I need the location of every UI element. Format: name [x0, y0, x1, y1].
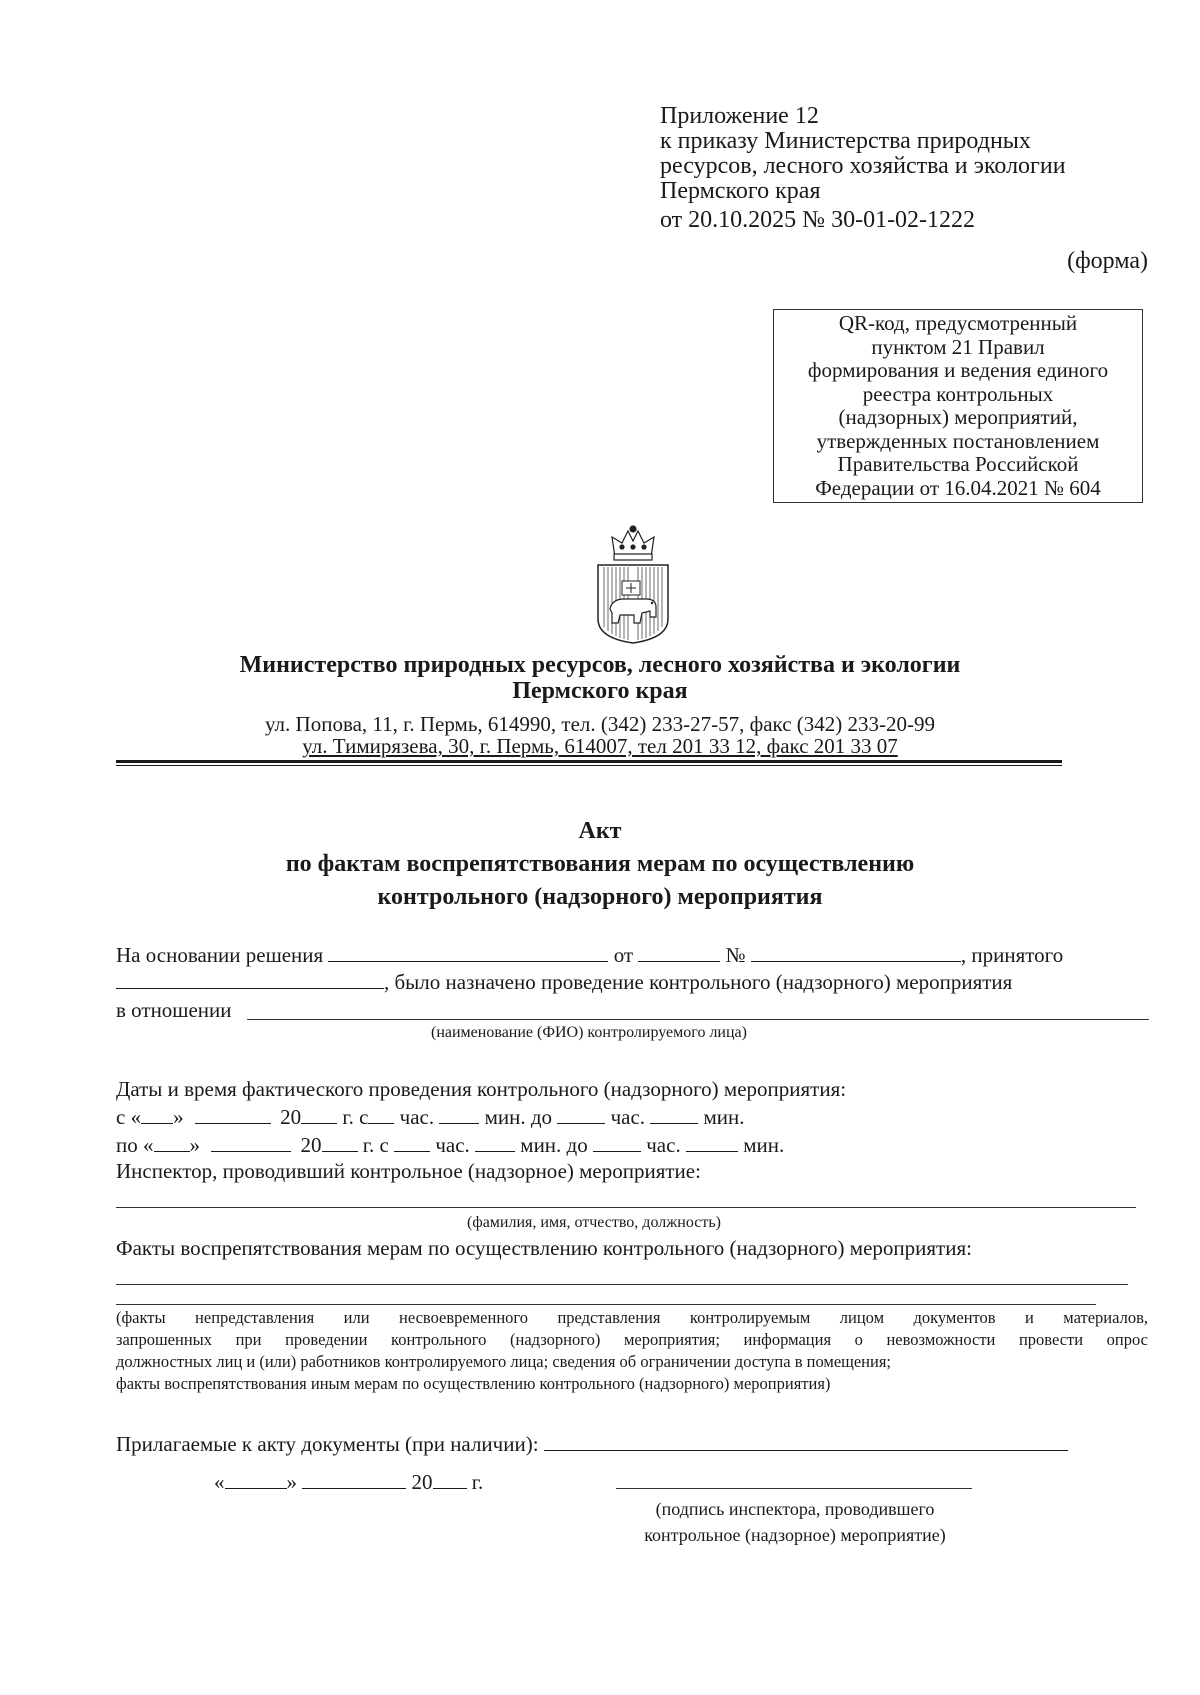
sign-year-suffix: г. — [471, 1470, 484, 1494]
to-month-field[interactable] — [211, 1133, 291, 1152]
header-divider-thin — [116, 765, 1062, 766]
document-title — [0, 815, 1200, 914]
to-until-hour-field[interactable] — [593, 1133, 641, 1152]
facts-note — [116, 1307, 1148, 1395]
facts-note-line: факты воспрепятствования иным мерам по осуществлению контрольного (надзорного) мероприятия) — [116, 1374, 831, 1393]
year-suffix: г. с — [362, 1133, 389, 1157]
qr-box-line: Федерации от 16.04.2021 № 604 — [815, 475, 1101, 500]
decision-date-field[interactable] — [638, 943, 720, 962]
ministry-address — [0, 713, 1200, 757]
date-to-row — [116, 1133, 784, 1158]
sign-century: 20 — [411, 1470, 433, 1494]
qr-box-line: (надзорных) мероприятий, — [838, 405, 1078, 429]
sign-date-open: « — [214, 1470, 225, 1494]
regarding-label: в отношении — [116, 998, 232, 1022]
from-day-field[interactable] — [141, 1105, 173, 1124]
signature-caption — [0, 1496, 1200, 1548]
qr-box-line: пунктом 21 Правил — [871, 334, 1045, 359]
sign-day-field[interactable] — [225, 1470, 287, 1489]
ministry-name-line1: Министерство природных ресурсов, лесного хозяйства и экологии — [239, 652, 961, 678]
decision-number-field[interactable] — [751, 943, 961, 962]
issuer-field[interactable] — [116, 970, 384, 989]
qr-box-line: Правительства Российской — [837, 452, 1079, 476]
qr-box-line: реестра контрольных — [862, 381, 1054, 406]
qr-box-line: формирования и ведения единого — [807, 358, 1109, 382]
inspector-heading: Инспектор, проводивший контрольное (надзорное) мероприятие: — [116, 1159, 701, 1183]
to-year-field[interactable] — [322, 1133, 358, 1152]
signature-caption-line1: (подпись инспектора, проводившего — [655, 1499, 935, 1519]
form-label: (форма) — [1067, 248, 1148, 274]
to-label: по « — [116, 1133, 154, 1157]
from-month-field[interactable] — [195, 1105, 271, 1124]
to-hour-field[interactable] — [394, 1133, 430, 1152]
century-label: 20 — [300, 1133, 322, 1157]
basis-number-label: № — [725, 943, 746, 967]
year-suffix: г. с — [342, 1105, 369, 1129]
hours-label: час. — [399, 1105, 435, 1129]
from-minute-field[interactable] — [439, 1105, 479, 1124]
sign-date-close: » — [286, 1470, 297, 1494]
hours-label: час. — [610, 1105, 646, 1129]
sign-year-field[interactable] — [433, 1470, 467, 1489]
sign-date-row — [214, 1470, 483, 1495]
minutes-label: мин. — [703, 1105, 745, 1129]
ministry-name-line2: Пермского края — [512, 678, 688, 704]
minutes-label: мин. — [743, 1133, 785, 1157]
title-line1: Акт — [578, 818, 622, 844]
facts-note-line: запрошенных при проведении контрольного (надзорного) мероприятия; информация о невозможности провести опрос — [116, 1330, 1148, 1349]
ministry-name — [0, 652, 1200, 704]
appendix-line: ресурсов, лесного хозяйства и экологии — [660, 153, 1066, 179]
inspector-caption: (фамилия, имя, отчество, должность) — [467, 1214, 721, 1231]
facts-heading: Факты воспрепятствования мерам по осуществлению контрольного (надзорного) мероприятия: — [116, 1236, 972, 1260]
assigned-line — [116, 970, 1012, 995]
qr-box-line: QR-код, предусмотренный — [838, 311, 1078, 335]
from-hour-field[interactable] — [368, 1105, 394, 1124]
facts-note-line: (факты непредставления или несвоевременного представления контролируемым лицом документов и материалов, — [116, 1308, 1148, 1327]
to-day-field[interactable] — [154, 1133, 190, 1152]
basis-line — [116, 943, 1063, 968]
title-line2: по фактам воспрепятствования мерам по осуществлению — [285, 851, 915, 877]
attached-docs-row — [116, 1432, 1068, 1457]
header-divider-thick — [116, 760, 1062, 763]
signature-caption-line2: контрольное (надзорное) мероприятие) — [644, 1525, 946, 1545]
from-until-hour-field[interactable] — [557, 1105, 605, 1124]
quote-close: » — [189, 1133, 200, 1157]
min-until-label: мин. до — [520, 1133, 588, 1157]
from-until-minute-field[interactable] — [650, 1105, 698, 1124]
dates-heading: Даты и время фактического проведения контрольного (надзорного) мероприятия: — [116, 1077, 847, 1101]
facts-note-line: должностных лиц и (или) работников контролируемого лица; сведения об ограничении доступа в помещения; — [116, 1352, 892, 1371]
facts-field-line1[interactable] — [116, 1284, 1128, 1285]
appendix-block — [660, 104, 1066, 233]
perm-krai-coat-of-arms-icon — [590, 523, 676, 645]
sign-month-field[interactable] — [302, 1470, 406, 1489]
decision-field[interactable] — [328, 943, 608, 962]
address-line2: ул. Тимирязева, 30, г. Пермь, 614007, тел 201 33 12, факс 201 33 07 — [302, 734, 898, 758]
inspector-field[interactable] — [116, 1207, 1136, 1208]
controlled-person-caption: (наименование (ФИО) контролируемого лица) — [431, 1024, 747, 1041]
from-year-field[interactable] — [301, 1105, 337, 1124]
appendix-line: от 20.10.2025 № 30-01-02-1222 — [660, 207, 976, 233]
controlled-person-field[interactable] — [247, 1019, 1149, 1020]
date-from-row — [116, 1105, 745, 1130]
title-line3: контрольного (надзорного) мероприятия — [377, 884, 823, 910]
basis-prefix: На основании решения — [116, 943, 324, 967]
attached-docs-field[interactable] — [544, 1432, 1068, 1451]
quote-close: » — [173, 1105, 184, 1129]
to-minute-field[interactable] — [475, 1133, 515, 1152]
hours-label: час. — [646, 1133, 681, 1157]
to-until-minute-field[interactable] — [686, 1133, 738, 1152]
attached-docs-label: Прилагаемые к акту документы (при наличии): — [116, 1432, 539, 1456]
address-line1: ул. Попова, 11, г. Пермь, 614990, тел. (342) 233-27-57, факс (342) 233-20-99 — [264, 712, 936, 736]
basis-accepted-label: , принятого — [960, 943, 1064, 967]
facts-field-line2[interactable] — [116, 1304, 1096, 1305]
signature-field[interactable] — [616, 1488, 972, 1489]
appendix-line: Приложение 12 — [660, 103, 819, 129]
appendix-line: Пермского края — [660, 178, 821, 204]
century-label: 20 — [280, 1105, 302, 1129]
assigned-text: , было назначено проведение контрольного (надзорного) мероприятия — [384, 970, 1013, 994]
qr-box-line: утвержденных постановлением — [816, 428, 1100, 453]
qr-code-placeholder-box — [773, 309, 1143, 503]
min-until-label: мин. до — [484, 1105, 553, 1129]
appendix-line: к приказу Министерства природных — [660, 128, 1031, 154]
basis-from-label: от — [613, 943, 634, 967]
from-label: с « — [116, 1105, 142, 1129]
hours-label: час. — [435, 1133, 470, 1157]
